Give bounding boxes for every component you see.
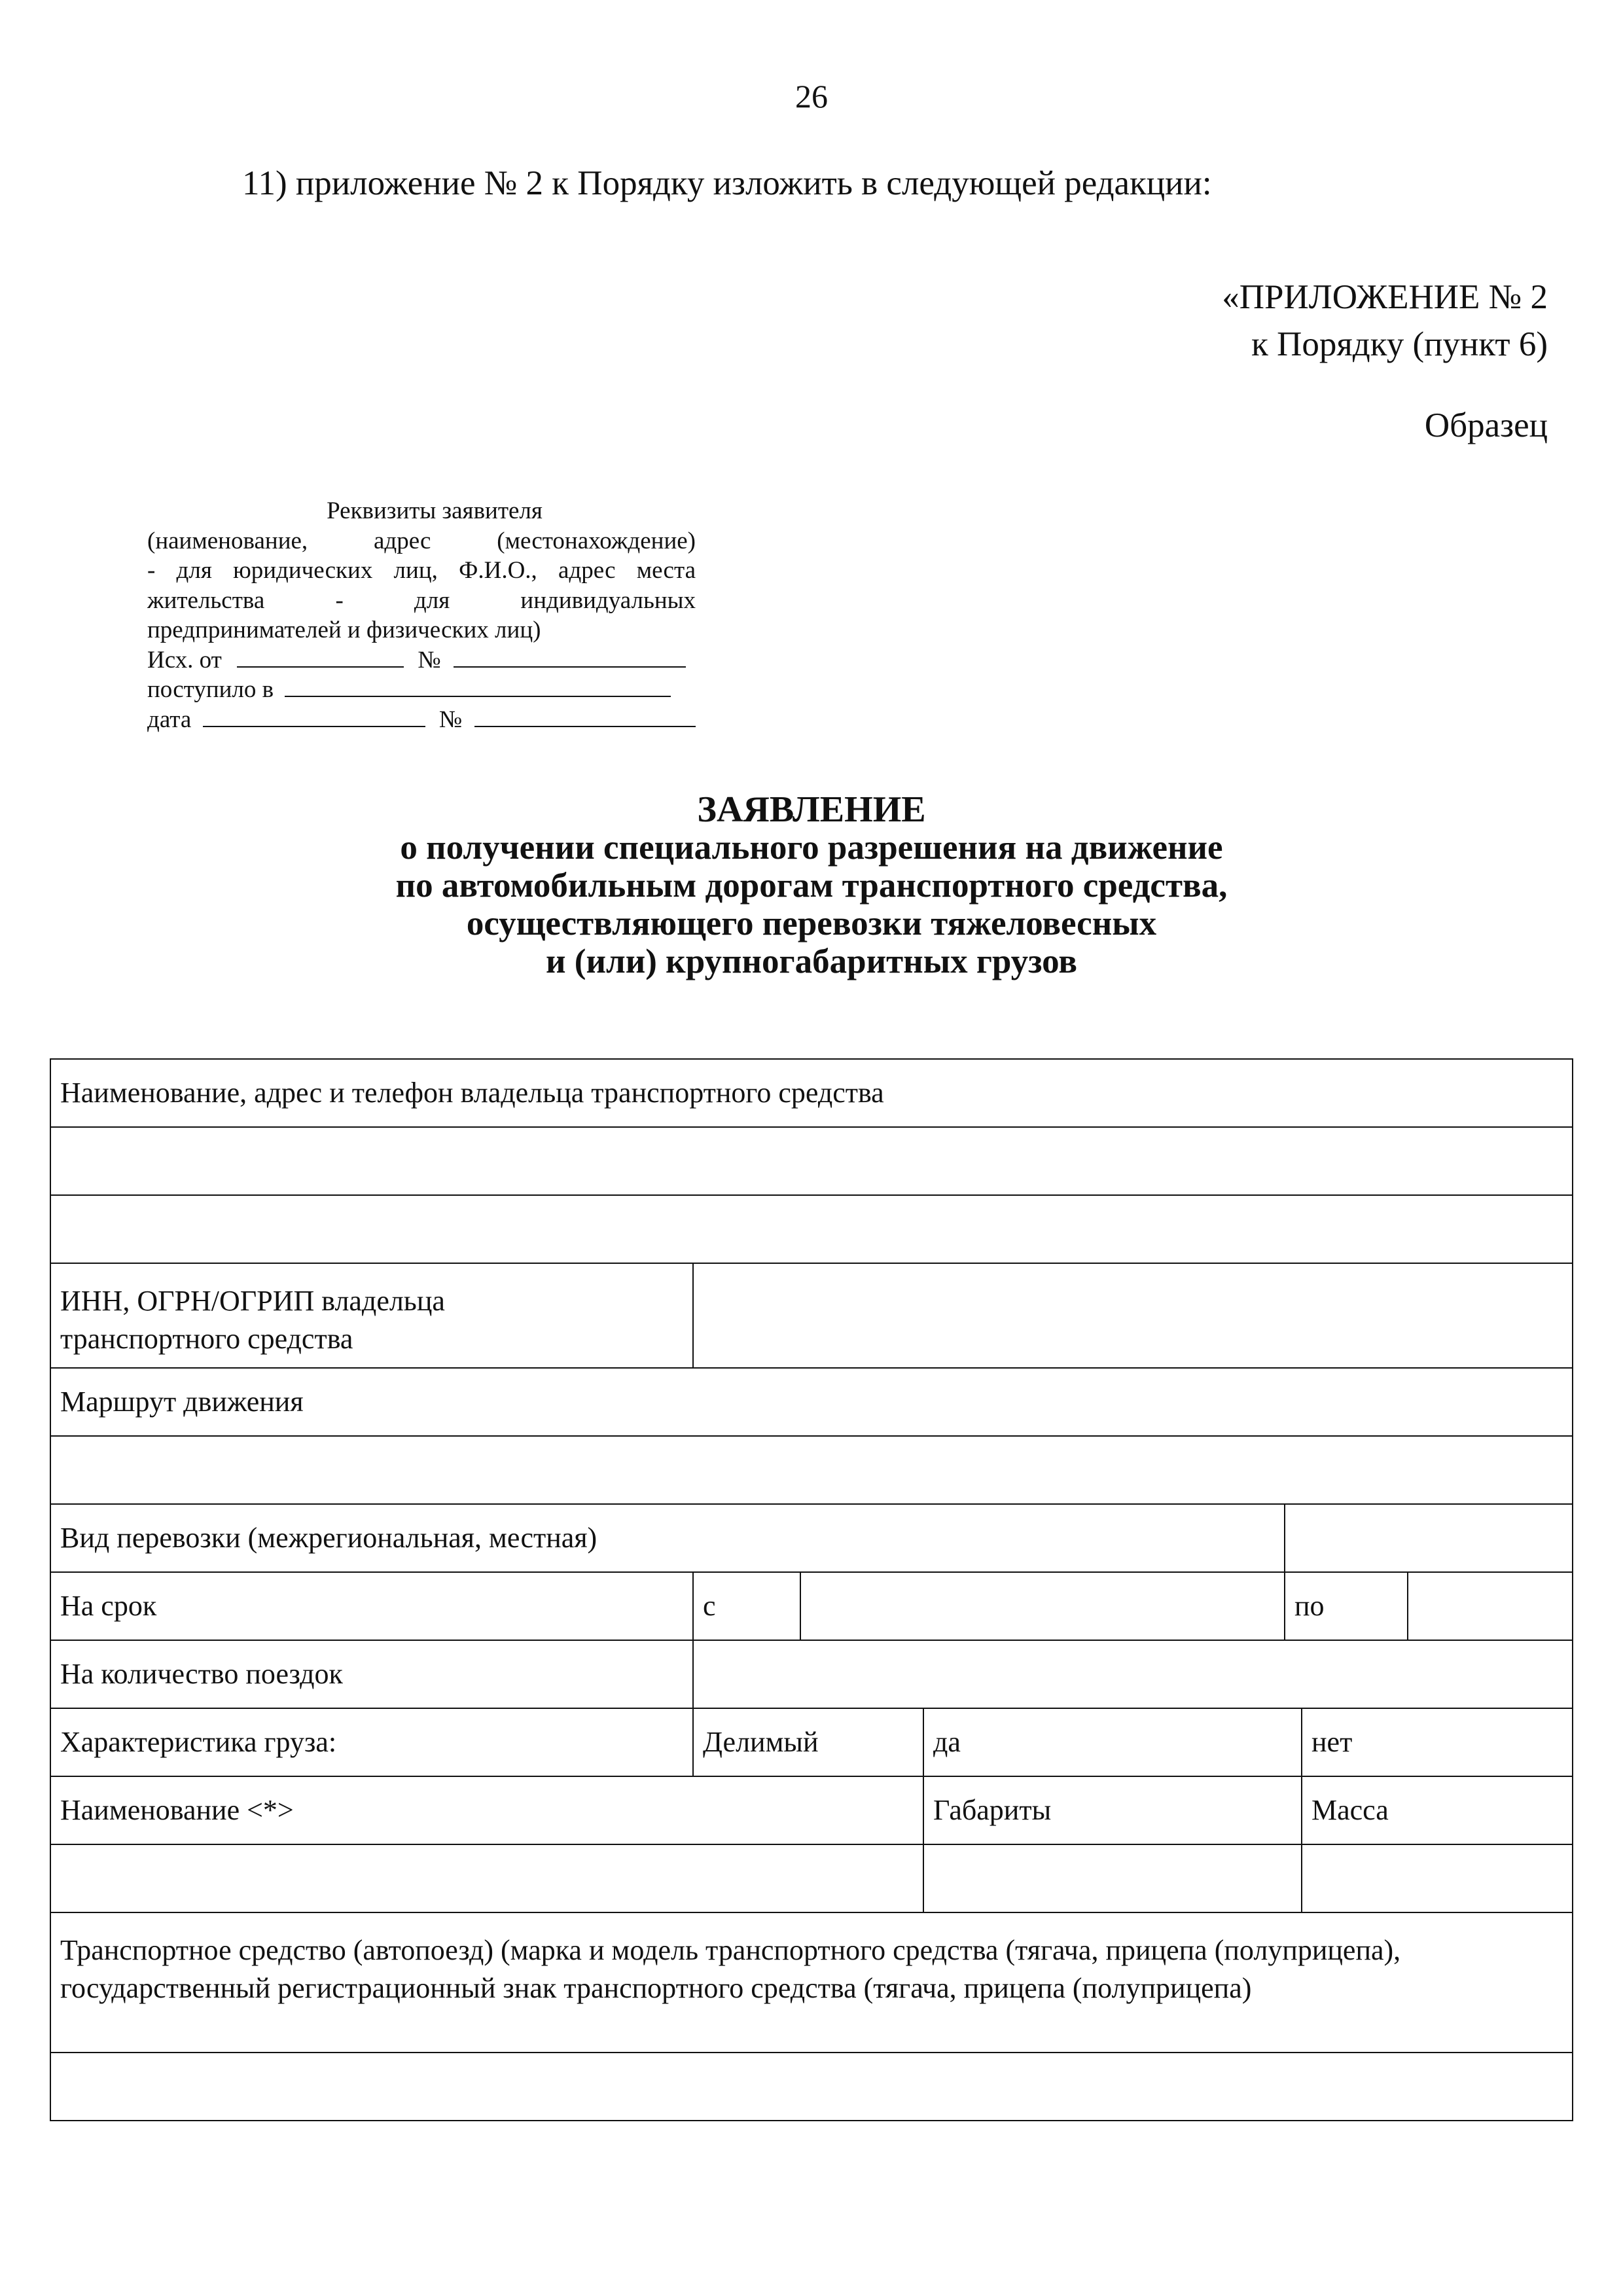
term-from-input[interactable]: [800, 1572, 1285, 1640]
owner-input-1[interactable]: [50, 1127, 1573, 1195]
mass-label-cell: Масса: [1302, 1776, 1573, 1844]
requisites-line-3: жительства - для индивидуальных: [147, 586, 696, 614]
transport-type-input[interactable]: [1285, 1504, 1573, 1572]
inn-label-line-2: транспортного средства: [60, 1323, 353, 1355]
applicant-requisites: [147, 496, 696, 734]
appendix-line-2: к Порядку (пункт 6): [1251, 325, 1548, 363]
requisites-title: Реквизиты заявителя: [327, 497, 543, 524]
requisites-line-4: предпринимателей и физических лиц): [147, 617, 541, 643]
inn-label-cell: [50, 1263, 693, 1368]
divisible-label-cell: Делимый: [693, 1708, 923, 1776]
vehicle-label-cell: Транспортное средство (автопоезд) (марка и модель транспортного средства (тягача, прицепа (полуприцепа), государственный регистрационный знак транспортного средства (тягача, прицепа (полуприцепа): [50, 1912, 1573, 2053]
route-label-cell: Маршрут движения: [50, 1368, 1573, 1436]
vehicle-input[interactable]: [50, 2053, 1573, 2121]
term-label-cell: На срок: [50, 1572, 693, 1640]
trips-label-cell: На количество поездок: [50, 1640, 693, 1708]
amendment-line: 11) приложение № 2 к Порядку изложить в следующей редакции:: [242, 164, 1212, 202]
received-row: [147, 675, 696, 705]
trips-input[interactable]: [693, 1640, 1573, 1708]
outgoing-label: Исх. от: [147, 646, 222, 673]
appendix-header: [1222, 274, 1548, 368]
application-form-table: [50, 1058, 1573, 2121]
term-to-input[interactable]: [1408, 1572, 1573, 1640]
mass-input[interactable]: [1302, 1844, 1573, 1912]
divisible-no-cell[interactable]: нет: [1302, 1708, 1573, 1776]
owner-label-cell: Наименование, адрес и телефон владельца транспортного средства: [50, 1059, 1573, 1127]
inn-input[interactable]: [693, 1263, 1573, 1368]
date-number-label: №: [438, 706, 463, 733]
transport-type-label-cell: Вид перевозки (межрегиональная, местная): [50, 1504, 1285, 1572]
cargo-name-input[interactable]: [50, 1844, 923, 1912]
date-number-blank[interactable]: [474, 706, 696, 727]
owner-input-2[interactable]: [50, 1195, 1573, 1263]
cargo-label-cell: Характеристика груза:: [50, 1708, 693, 1776]
sample-label: Образец: [1424, 406, 1548, 444]
document-heading: [0, 791, 1623, 980]
outgoing-number-label: №: [418, 646, 441, 673]
outgoing-row: [147, 645, 696, 675]
divisible-yes-cell[interactable]: да: [923, 1708, 1302, 1776]
term-to-label: по: [1285, 1572, 1408, 1640]
outgoing-number-blank[interactable]: [454, 647, 686, 668]
heading-line-2: по автомобильным дорогам транспортного средства,: [395, 867, 1228, 905]
date-blank[interactable]: [203, 706, 425, 727]
heading-title: ЗАЯВЛЕНИЕ: [697, 789, 926, 830]
heading-line-3: осуществляющего перевозки тяжеловесных: [466, 905, 1157, 942]
inn-label-line-1: ИНН, ОГРН/ОГРИП владельца: [60, 1285, 445, 1317]
heading-line-1: о получении специального разрешения на движение: [400, 829, 1223, 867]
term-from-label: с: [693, 1572, 800, 1640]
date-label: дата: [147, 706, 192, 733]
date-row: [147, 705, 696, 735]
received-label: поступило в: [147, 676, 274, 703]
received-blank[interactable]: [285, 676, 671, 697]
requisites-line-1: (наименование, адрес (местонахождение): [147, 527, 696, 554]
cargo-name-label-cell: Наименование <*>: [50, 1776, 923, 1844]
page-number: 26: [795, 78, 828, 115]
dimensions-input[interactable]: [923, 1844, 1302, 1912]
requisites-line-2: - для юридических лиц, Ф.И.О., адрес места: [147, 557, 696, 584]
appendix-line-1: «ПРИЛОЖЕНИЕ № 2: [1222, 278, 1548, 316]
route-input[interactable]: [50, 1436, 1573, 1504]
dimensions-label-cell: Габариты: [923, 1776, 1302, 1844]
outgoing-date-blank[interactable]: [237, 647, 404, 668]
heading-line-4: и (или) крупногабаритных грузов: [546, 942, 1077, 980]
